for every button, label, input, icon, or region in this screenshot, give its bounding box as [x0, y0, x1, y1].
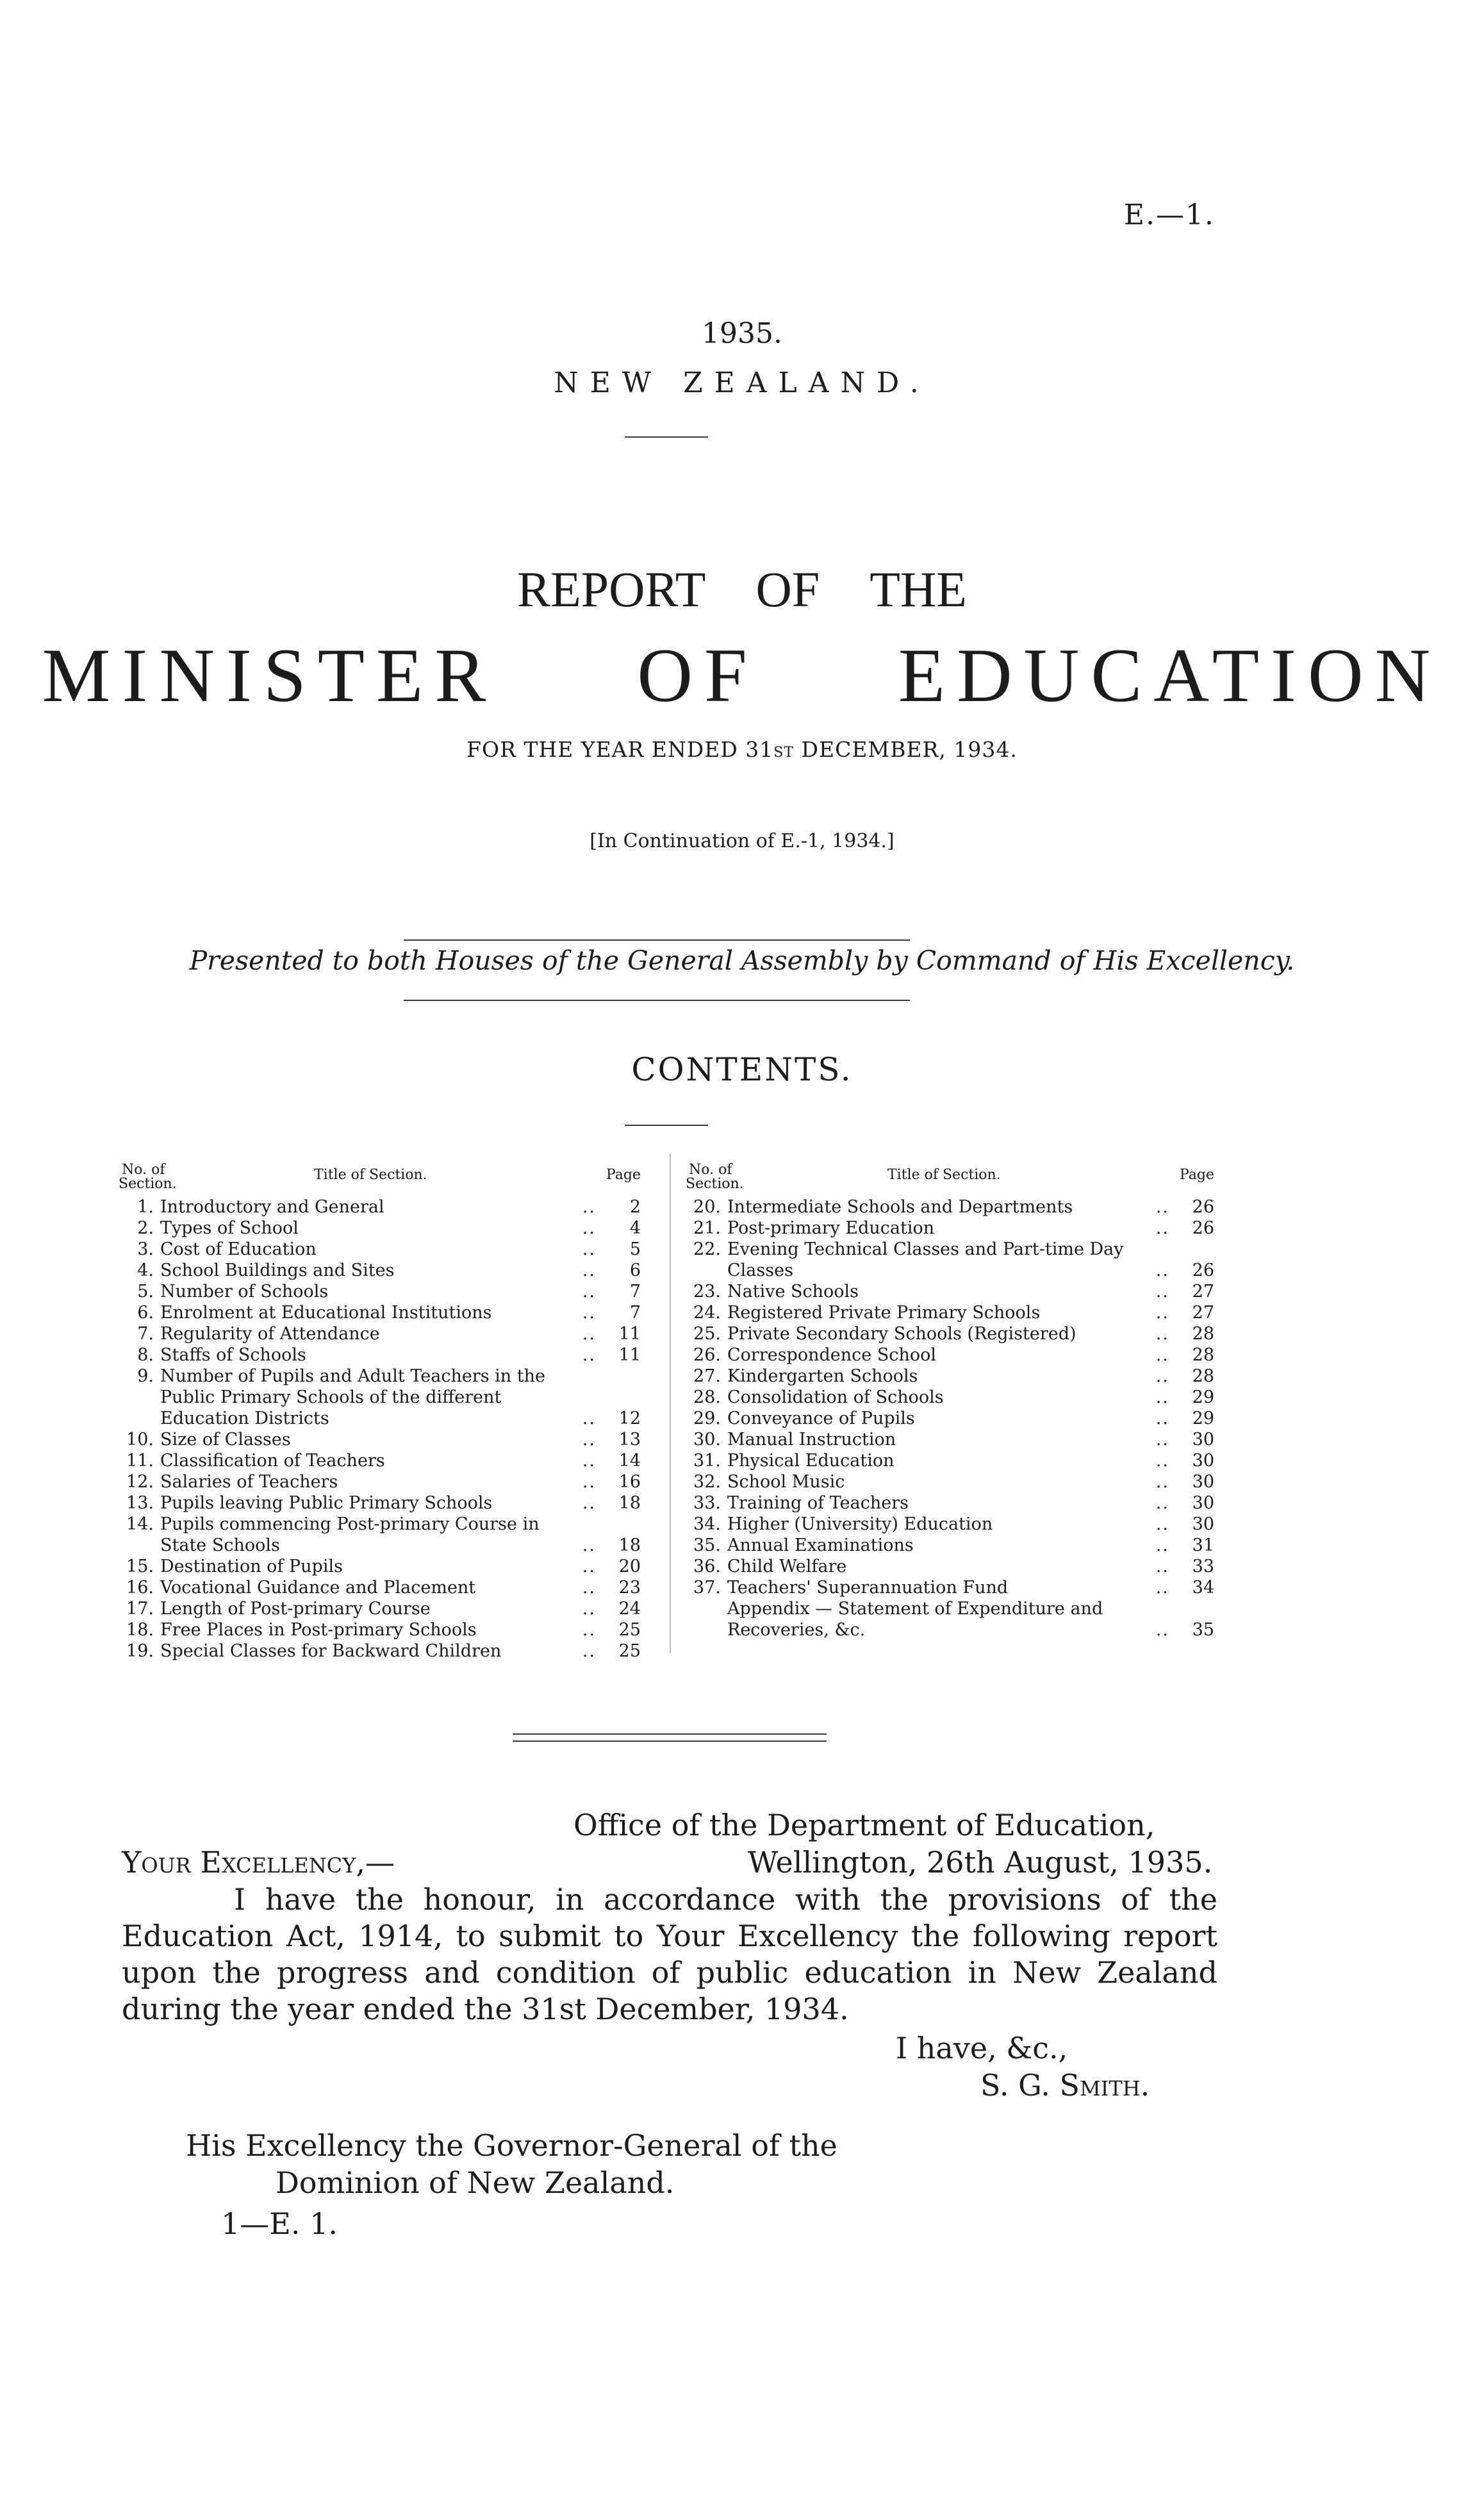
section-title: Staffs of Schools [160, 1345, 306, 1365]
section-title: Salaries of Teachers [160, 1472, 338, 1492]
section-number: 33. [693, 1493, 721, 1513]
leader-dots: .. [582, 1472, 596, 1492]
contents-row [689, 1323, 1214, 1344]
section-number: 13. [126, 1493, 154, 1513]
contents-row [122, 1196, 641, 1218]
col-header-section: Section. [119, 1176, 177, 1192]
section-page: 30 [1192, 1430, 1214, 1450]
section-page: 30 [1192, 1451, 1214, 1471]
contents-row [689, 1366, 1214, 1387]
section-page: 25 [618, 1641, 641, 1661]
country-heading: NEW ZEALAND. [554, 367, 930, 399]
section-page: 26 [1192, 1218, 1214, 1238]
section-number: 28. [693, 1387, 721, 1407]
contents-divider [625, 1125, 708, 1126]
section-title: Evening Technical Classes and Part-time Day Classes [727, 1239, 1130, 1280]
contents-row [689, 1577, 1214, 1598]
section-page: 7 [629, 1282, 641, 1302]
section-number: 23. [693, 1282, 721, 1302]
subtitle-part1: FOR THE YEAR ENDED 31 [466, 737, 774, 762]
section-title: Size of Classes [160, 1430, 291, 1450]
section-page: 26 [1192, 1197, 1214, 1217]
col-header-title: Title of Section. [314, 1167, 427, 1183]
letter-office-line: Office of the Department of Education, [573, 1808, 1155, 1842]
contents-row [122, 1366, 641, 1429]
contents-row [122, 1641, 641, 1662]
section-title: Conveyance of Pupils [727, 1409, 915, 1428]
letter-place-date: Wellington, 26th August, 1935. [748, 1845, 1213, 1880]
contents-row [689, 1535, 1214, 1556]
section-number: 15. [126, 1557, 154, 1576]
contents-row [689, 1239, 1214, 1281]
section-page: 33 [1192, 1557, 1214, 1576]
section-number: 7. [137, 1324, 154, 1344]
contents-row [122, 1556, 641, 1577]
section-page: 7 [629, 1303, 641, 1323]
section-number: 4. [137, 1261, 154, 1280]
leader-dots: .. [1155, 1409, 1169, 1428]
section-title: Types of School [160, 1218, 299, 1238]
section-page: 29 [1192, 1409, 1214, 1428]
section-number: 8. [137, 1345, 154, 1365]
section-number: 20. [693, 1197, 721, 1217]
section-page: 28 [1192, 1324, 1214, 1344]
contents-row [122, 1323, 641, 1344]
contents-row [689, 1408, 1214, 1429]
report-year: 1935. [702, 317, 782, 350]
subtitle-ordinal: ST [773, 745, 795, 761]
section-title: Consolidation of Schools [727, 1387, 944, 1407]
leader-dots: .. [1155, 1472, 1169, 1492]
leader-dots: .. [582, 1620, 596, 1640]
letter-signature: S. G. Smith. [980, 2068, 1150, 2103]
contents-column-divider [670, 1153, 671, 1653]
contents-row [689, 1344, 1214, 1366]
contents-row [122, 1281, 641, 1302]
leader-dots: .. [582, 1493, 596, 1513]
section-page: 20 [618, 1557, 641, 1576]
section-title: Native Schools [727, 1282, 859, 1302]
section-number: 18. [126, 1620, 154, 1640]
section-title: School Music [727, 1472, 845, 1492]
contents-row [689, 1281, 1214, 1302]
section-number: 37. [693, 1578, 721, 1598]
leader-dots: .. [582, 1345, 596, 1365]
section-number: 26. [693, 1345, 721, 1365]
section-title: Annual Examinations [727, 1535, 914, 1555]
section-title: Destination of Pupils [160, 1557, 343, 1576]
leader-dots: .. [1155, 1218, 1169, 1238]
col-header-title: Title of Section. [887, 1167, 1001, 1183]
section-title: Number of Schools [160, 1282, 329, 1302]
subtitle-part2: DECEMBER, 1934. [794, 737, 1018, 762]
section-page: 24 [618, 1599, 641, 1619]
section-page: 16 [618, 1472, 641, 1492]
leader-dots: .. [582, 1641, 596, 1661]
col-header-section: Section. [686, 1176, 744, 1192]
leader-dots: .. [582, 1261, 596, 1280]
letter-closing: I have, &c., [896, 2031, 1068, 2065]
contents-row [122, 1619, 641, 1641]
report-subtitle [0, 737, 1484, 762]
letter-body: I have the honour, in accordance with the provisions of the Education Act, 1914, to submit to Your Excellency the following report upon the progress and condition of public education in New Zealand during the year ended the 31st December, 1934. [122, 1882, 1217, 2026]
contents-row [122, 1598, 641, 1619]
leader-dots: .. [582, 1197, 596, 1217]
col-header-no-of: No. of [689, 1162, 732, 1178]
presented-rule-top [404, 939, 910, 941]
contents-row [689, 1429, 1214, 1450]
leader-dots: .. [1155, 1261, 1169, 1280]
contents-row [122, 1218, 641, 1239]
contents-row [122, 1514, 641, 1556]
contents-row [122, 1471, 641, 1492]
leader-dots: .. [582, 1557, 596, 1576]
leader-dots: .. [1155, 1578, 1169, 1598]
section-page: 28 [1192, 1366, 1214, 1386]
leader-dots: .. [1155, 1451, 1169, 1471]
section-number: 9. [137, 1366, 154, 1386]
col-header-page: Page [606, 1167, 641, 1183]
section-title: Pupils leaving Public Primary Schools [160, 1493, 493, 1513]
section-number: 1. [137, 1197, 154, 1217]
leader-dots: .. [582, 1430, 596, 1450]
section-title: Regularity of Attendance [160, 1324, 380, 1344]
contents-row [122, 1302, 641, 1323]
contents-row [689, 1514, 1214, 1535]
report-title-line2: MINISTER OF EDUCATION [42, 632, 1442, 718]
section-title: Correspondence School [727, 1345, 936, 1365]
section-title: Post-primary Education [727, 1218, 935, 1238]
section-title: Registered Private Primary Schools [727, 1303, 1041, 1323]
leader-dots: .. [1155, 1345, 1169, 1365]
contents-row [689, 1196, 1214, 1218]
section-number: 3. [137, 1239, 154, 1259]
section-page: 14 [618, 1451, 641, 1471]
leader-dots: .. [1155, 1366, 1169, 1386]
header-divider [625, 436, 708, 438]
section-title: Pupils commencing Post-primary Course in State Schools [160, 1514, 545, 1555]
leader-dots: .. [582, 1409, 596, 1428]
contents-row [122, 1239, 641, 1260]
section-number: 35. [693, 1535, 721, 1555]
letter-salutation: Your Excellency,— [122, 1845, 395, 1880]
section-title: Free Places in Post-primary Schools [160, 1620, 477, 1640]
section-title: Intermediate Schools and Departments [727, 1197, 1073, 1217]
section-title: Special Classes for Backward Children [160, 1641, 502, 1661]
section-number: 14. [126, 1514, 154, 1534]
section-number: 34. [693, 1514, 721, 1534]
contents-row [689, 1302, 1214, 1323]
leader-dots: .. [1155, 1387, 1169, 1407]
section-title: Child Welfare [727, 1557, 847, 1576]
leader-dots: .. [582, 1578, 596, 1598]
section-page: 12 [618, 1409, 641, 1428]
section-number: 24. [693, 1303, 721, 1323]
leader-dots: .. [1155, 1557, 1169, 1576]
section-title: Physical Education [727, 1451, 895, 1471]
section-title: Classification of Teachers [160, 1451, 385, 1471]
section-number: 16. [126, 1578, 154, 1598]
contents-left-list [122, 1196, 641, 1662]
leader-dots: .. [1155, 1282, 1169, 1302]
letter-addressee-line1: His Excellency the Governor-General of the [186, 2128, 837, 2163]
leader-dots: .. [1155, 1535, 1169, 1555]
contents-left-header [119, 1157, 641, 1196]
contents-row [689, 1450, 1214, 1471]
contents-right-list [689, 1196, 1214, 1641]
leader-dots: .. [1155, 1514, 1169, 1534]
col-header-page: Page [1179, 1167, 1214, 1183]
section-page: 28 [1192, 1345, 1214, 1365]
leader-dots: .. [582, 1239, 596, 1259]
continuation-note: [In Continuation of E.-1, 1934.] [589, 830, 895, 852]
section-page: 27 [1192, 1282, 1214, 1302]
section-page: 11 [618, 1345, 641, 1365]
section-title: Manual Instruction [727, 1430, 896, 1450]
section-divider-bottom [513, 1740, 827, 1742]
section-title: Private Secondary Schools (Registered) [727, 1324, 1076, 1344]
contents-row [689, 1598, 1214, 1641]
section-title: Training of Teachers [727, 1493, 909, 1513]
leader-dots: .. [582, 1535, 596, 1555]
leader-dots: .. [1155, 1303, 1169, 1323]
presented-rule-bottom [404, 1000, 910, 1001]
section-page: 18 [618, 1493, 641, 1513]
section-number: 32. [693, 1472, 721, 1492]
contents-left-column [119, 1157, 641, 1662]
contents-row [689, 1387, 1214, 1408]
leader-dots: .. [1155, 1620, 1169, 1640]
leader-dots: .. [1155, 1493, 1169, 1513]
section-page: 27 [1192, 1303, 1214, 1323]
section-title: Introductory and General [160, 1197, 384, 1217]
letter-addressee-line2: Dominion of New Zealand. [276, 2165, 675, 2200]
section-number: 19. [126, 1641, 154, 1661]
section-number: 2. [137, 1218, 154, 1238]
section-number: 5. [137, 1282, 154, 1302]
section-number: 31. [693, 1451, 721, 1471]
report-title-line1: REPORT OF THE [517, 561, 967, 617]
section-number: 22. [693, 1239, 721, 1259]
section-page: 5 [629, 1239, 641, 1259]
leader-dots: .. [582, 1451, 596, 1471]
section-page: 26 [1192, 1261, 1214, 1280]
contents-heading: CONTENTS. [631, 1051, 853, 1088]
leader-dots: .. [582, 1324, 596, 1344]
section-page: 13 [618, 1430, 641, 1450]
section-page: 35 [1192, 1620, 1214, 1640]
section-page: 30 [1192, 1472, 1214, 1492]
section-title: Teachers' Superannuation Fund [727, 1578, 1009, 1598]
contents-row [122, 1492, 641, 1514]
section-number: 29. [693, 1409, 721, 1428]
section-page: 6 [629, 1261, 641, 1280]
section-title: Higher (University) Education [727, 1514, 993, 1534]
section-number: 21. [693, 1218, 721, 1238]
section-title: Cost of Education [160, 1239, 317, 1259]
contents-row [122, 1260, 641, 1281]
section-title: Vocational Guidance and Placement [160, 1578, 476, 1598]
contents-right-column [686, 1157, 1214, 1641]
section-page: 4 [629, 1218, 641, 1238]
section-number: 30. [693, 1430, 721, 1450]
contents-row [122, 1344, 641, 1366]
leader-dots: .. [1155, 1324, 1169, 1344]
contents-row [689, 1556, 1214, 1577]
section-number: 17. [126, 1599, 154, 1619]
section-number: 36. [693, 1557, 721, 1576]
section-page: 30 [1192, 1514, 1214, 1534]
section-number: 25. [693, 1324, 721, 1344]
section-title: Length of Post-primary Course [160, 1599, 431, 1619]
contents-right-header [686, 1157, 1214, 1196]
section-page: 25 [618, 1620, 641, 1640]
section-page: 23 [618, 1578, 641, 1598]
section-number: 11. [126, 1451, 154, 1471]
section-page: 31 [1192, 1535, 1214, 1555]
section-page: 18 [618, 1535, 641, 1555]
leader-dots: .. [1155, 1197, 1169, 1217]
contents-row [689, 1218, 1214, 1239]
contents-row [689, 1471, 1214, 1492]
section-number: 10. [126, 1430, 154, 1450]
contents-row [689, 1492, 1214, 1514]
page-reference: E.—1. [1123, 199, 1215, 231]
section-page: 30 [1192, 1493, 1214, 1513]
section-page: 29 [1192, 1387, 1214, 1407]
section-title: Appendix — Statement of Expenditure and Recoveries, &c. [727, 1599, 1109, 1640]
leader-dots: .. [582, 1218, 596, 1238]
section-number: 12. [126, 1472, 154, 1492]
section-page: 11 [618, 1324, 641, 1344]
section-title: Number of Pupils and Adult Teachers in the Public Primary Schools of the different Education Districts [160, 1366, 551, 1428]
contents-row [122, 1577, 641, 1598]
footer-reference: 1—E. 1. [221, 2206, 338, 2241]
section-title: School Buildings and Sites [160, 1261, 395, 1280]
contents-row [122, 1429, 641, 1450]
leader-dots: .. [582, 1599, 596, 1619]
section-number: 27. [693, 1366, 721, 1386]
section-title: Enrolment at Educational Institutions [160, 1303, 492, 1323]
section-divider-top [513, 1733, 827, 1735]
section-number: 6. [137, 1303, 154, 1323]
leader-dots: .. [582, 1303, 596, 1323]
section-page: 34 [1192, 1578, 1214, 1598]
section-title: Kindergarten Schools [727, 1366, 918, 1386]
col-header-no-of: No. of [122, 1162, 165, 1178]
presented-statement: Presented to both Houses of the General Assembly by Command of His Excellency. [189, 945, 1295, 976]
leader-dots: .. [1155, 1430, 1169, 1450]
leader-dots: .. [582, 1282, 596, 1302]
contents-row [122, 1450, 641, 1471]
section-page: 2 [629, 1197, 641, 1217]
